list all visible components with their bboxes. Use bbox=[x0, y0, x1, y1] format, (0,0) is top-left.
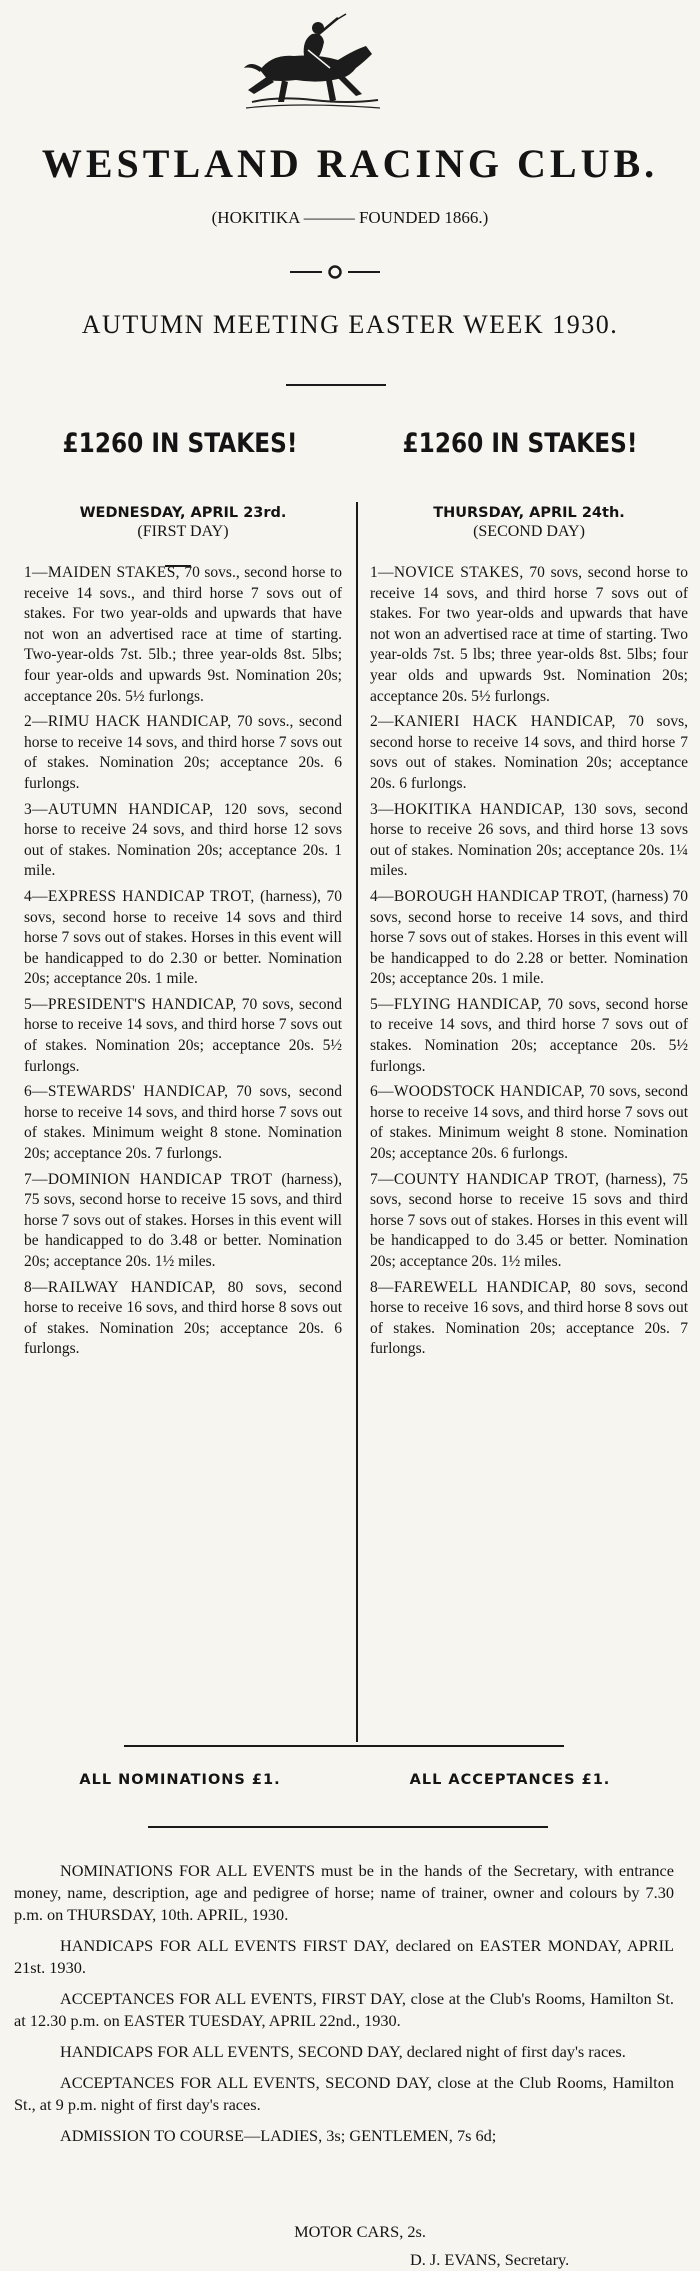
stakes-banner-right: £1260 IN STAKES! bbox=[402, 428, 638, 459]
notices bbox=[14, 1860, 674, 2147]
race-details: 70 sovs., second horse to receive 14 sovs., and third horse 7 sovs out of stakes. For two year-olds and upwards that have not won an advertised race at time of starting. Two-year-olds 7st. 5lb.; three year-olds 8st. 5lbs; four year-olds and upwards 9st. Nomination 20s; acceptance 20s. 5½ furlongs. bbox=[24, 564, 342, 705]
meeting-title: AUTUMN MEETING EASTER WEEK 1930. bbox=[81, 310, 619, 339]
race-name: FAREWELL HANDICAP, bbox=[393, 1278, 572, 1296]
race-details: 70 sovs, second horse to receive 14 sovs, and third horse 7 sovs out of stakes. Nomination 20s; acceptance 20s. 6 furlongs. bbox=[370, 713, 688, 792]
race-name: RAILWAY HANDICAP, bbox=[47, 1278, 216, 1296]
notice-paragraph: HANDICAPS FOR ALL EVENTS FIRST DAY, declared on EASTER MONDAY, APRIL 21st. 1930. bbox=[14, 1936, 674, 1977]
race-details: 70 sovs, second horse to receive 14 sovs, and third horse 7 sovs out of stakes. Nomination 20s; acceptance 20s. 5½ furlongs. bbox=[24, 995, 342, 1075]
acceptances-fee: ALL ACCEPTANCES £1. bbox=[409, 1772, 611, 1788]
race-entry bbox=[24, 995, 342, 1077]
race-name: EXPRESS HANDICAP TROT, bbox=[47, 887, 255, 905]
divider bbox=[148, 1826, 548, 1828]
race-entry bbox=[24, 1278, 342, 1360]
day-column-first bbox=[24, 505, 342, 1365]
race-name: PRESIDENT'S HANDICAP, bbox=[47, 995, 237, 1013]
race-name: NOVICE STAKES, bbox=[393, 564, 524, 581]
race-entry bbox=[24, 712, 342, 794]
race-name: HOKITIKA HANDICAP, bbox=[393, 800, 565, 818]
race-details: 70 sovs, second horse to receive 14 sovs, and third horse 7 sovs out of stakes. For two year-olds and upwards that have not won an advertised race at time of starting. Two year-olds 7st. 5 lbs; three year-olds 8st. 5lbs; four year olds and upwards 9st. Nomination 20s; acceptance 20s. 5½ furlongs. bbox=[370, 564, 688, 705]
race-name: KANIERI HACK HANDICAP, bbox=[393, 713, 616, 731]
race-entry bbox=[370, 800, 688, 882]
race-name: FLYING HANDICAP, bbox=[393, 995, 542, 1013]
notice-paragraph: ACCEPTANCES FOR ALL EVENTS, FIRST DAY, close at the Club's Rooms, Hamilton St. at 12.30 p.m. on EASTER TUESDAY, APRIL 22nd., 1930. bbox=[14, 1989, 674, 2030]
race-number: 5— bbox=[370, 995, 394, 1013]
race-details: 80 sovs, second horse to receive 16 sovs, and third horse 8 sovs out of stakes. Nomination 20s; acceptance 20s. 7 furlongs. bbox=[370, 1278, 689, 1358]
notice-paragraph: NOMINATIONS FOR ALL EVENTS must be in the hands of the Secretary, with entrance money, name, description, age and pedigree of horse; name of trainer, owner and colours by 7.30 p.m. on THURSDAY, 10th. APRIL, 1930. bbox=[14, 1861, 674, 1924]
race-number: 7— bbox=[370, 1170, 394, 1188]
race-name: WOODSTOCK HANDICAP, bbox=[393, 1083, 585, 1101]
race-number: 1— bbox=[24, 564, 48, 581]
race-number: 6— bbox=[370, 1083, 394, 1101]
motor-cars-fee: MOTOR CARS, 2s. bbox=[294, 2222, 426, 2241]
race-details: 130 sovs, second horse to receive 26 sovs, and third horse 13 sovs out of stakes. Nomination 20s; acceptance 20s. 1¼ miles. bbox=[370, 800, 688, 880]
race-entry bbox=[24, 1170, 342, 1273]
race-name: DOMINION HANDICAP TROT bbox=[47, 1170, 273, 1188]
race-details: 70 sovs, second horse to receive 14 sovs, and third horse 7 sovs out of stakes. Minimum weight 8 stone. Nomination 20s; acceptance 20s. 7 furlongs. bbox=[24, 1083, 342, 1163]
race-name: RIMU HACK HANDICAP, bbox=[47, 713, 232, 731]
race-number: 3— bbox=[24, 800, 48, 818]
race-details: 120 sovs, second horse to receive 24 sovs, and third horse 12 sovs out of stakes. Nomination 20s; acceptance 20s. 1 mile. bbox=[24, 800, 343, 880]
day-subheading: (FIRST DAY) bbox=[137, 523, 229, 540]
race-number: 7— bbox=[24, 1170, 48, 1188]
race-entry bbox=[370, 995, 688, 1077]
race-number: 8— bbox=[370, 1278, 394, 1296]
race-number: 2— bbox=[370, 713, 394, 731]
race-number: 6— bbox=[24, 1083, 48, 1101]
race-list bbox=[24, 563, 342, 1360]
race-entry bbox=[370, 563, 688, 707]
race-name: COUNTY HANDICAP TROT, bbox=[393, 1170, 600, 1188]
race-details: (harness), 70 sovs, second horse to receive 14 sovs and third horse 7 sovs out of stakes. Horses in this event will be handicapped to do 2.30 or better. Nomination 20s; acceptance 20s. 1 mile. bbox=[24, 887, 343, 988]
race-entry bbox=[370, 887, 688, 990]
race-entry bbox=[370, 712, 688, 794]
notice-paragraph: ADMISSION TO COURSE—LADIES, 3s; GENTLEMEN, 7s 6d; bbox=[60, 2126, 497, 2145]
day-column-second bbox=[370, 505, 688, 1365]
race-number: 4— bbox=[24, 887, 48, 905]
divider bbox=[286, 384, 386, 386]
race-entry bbox=[370, 1082, 688, 1164]
secretary-signature: D. J. EVANS, Secretary. bbox=[410, 2250, 570, 2269]
day-heading: WEDNESDAY, APRIL 23rd. bbox=[79, 505, 287, 521]
race-number: 5— bbox=[24, 995, 48, 1013]
race-number: 4— bbox=[370, 887, 394, 905]
race-details: 70 sovs., second horse to receive 14 sovs, and third horse 7 sovs out of stakes. Nomination 20s; acceptance 20s. 6 furlongs. bbox=[24, 713, 342, 792]
race-entry bbox=[370, 1170, 688, 1273]
race-entry bbox=[370, 1278, 688, 1360]
race-name: BOROUGH HANDICAP TROT, bbox=[393, 887, 608, 905]
nominations-fee: ALL NOMINATIONS £1. bbox=[79, 1772, 281, 1788]
column-divider bbox=[356, 502, 358, 1742]
race-number: 1— bbox=[370, 564, 394, 581]
notice-paragraph: ACCEPTANCES FOR ALL EVENTS, SECOND DAY, close at the Club Rooms, Hamilton St., at 9 p.m. night of first day's races. bbox=[14, 2073, 674, 2114]
divider bbox=[124, 1745, 564, 1747]
race-name: MAIDEN STAKES, bbox=[47, 564, 180, 581]
race-entry bbox=[24, 887, 342, 990]
race-details: (harness), 75 sovs, second horse to receive 15 sovs and third horse 7 sovs out of stakes. Horses in this event will be handicapped to do 3.45 or better. Nomination 20s; acceptance 20s. 1½ miles. bbox=[370, 1170, 689, 1270]
race-number: 3— bbox=[370, 800, 394, 818]
stakes-banner-left: £1260 IN STAKES! bbox=[62, 428, 298, 459]
race-number: 2— bbox=[24, 713, 48, 731]
notice-paragraph: HANDICAPS FOR ALL EVENTS, SECOND DAY, declared night of first day's races. bbox=[60, 2042, 626, 2061]
racehorse-jockey-icon bbox=[238, 10, 388, 130]
day-heading: THURSDAY, APRIL 24th. bbox=[433, 505, 625, 521]
race-entry bbox=[24, 563, 342, 707]
race-details: 70 sovs, second horse to receive 14 sovs, and third horse 7 sovs out of stakes. Minimum weight 8 stone. Nomination 20s; acceptance 20s. 6 furlongs. bbox=[370, 1083, 689, 1163]
race-number: 8— bbox=[24, 1278, 48, 1296]
race-details: (harness) 70 sovs, second horse to receive 14 sovs, and third horse 7 sovs out of stakes. Horses in this event will be handicapped to do 2.28 or better. Nomination 20s; acceptance 20s. 1 mile. bbox=[370, 887, 689, 988]
ornament-divider bbox=[290, 260, 380, 284]
race-name: STEWARDS' HANDICAP, bbox=[47, 1083, 229, 1101]
race-details: 70 sovs, second horse to receive 14 sovs, and third horse 7 sovs out of stakes. Nomination 20s; acceptance 20s. 5½ furlongs. bbox=[370, 995, 689, 1075]
race-list bbox=[370, 563, 688, 1360]
race-details: (harness), 75 sovs, second horse to receive 15 sovs, and third horse 7 sovs out of stakes. Horses in this event will be handicapped to do 3.48 or better. Nomination 20s; acceptance 20s. 1½ miles. bbox=[24, 1170, 343, 1270]
race-name: AUTUMN HANDICAP, bbox=[47, 800, 214, 818]
location-line: (HOKITIKA ——— FOUNDED 1866.) bbox=[211, 208, 489, 227]
race-details: 80 sovs, second horse to receive 16 sovs, and third horse 8 sovs out of stakes. Nomination 20s; acceptance 20s. 6 furlongs. bbox=[24, 1278, 342, 1358]
day-subheading: (SECOND DAY) bbox=[473, 523, 585, 540]
club-title: WESTLAND RACING CLUB. bbox=[41, 141, 659, 186]
race-entry bbox=[24, 1082, 342, 1164]
race-entry bbox=[24, 800, 342, 882]
